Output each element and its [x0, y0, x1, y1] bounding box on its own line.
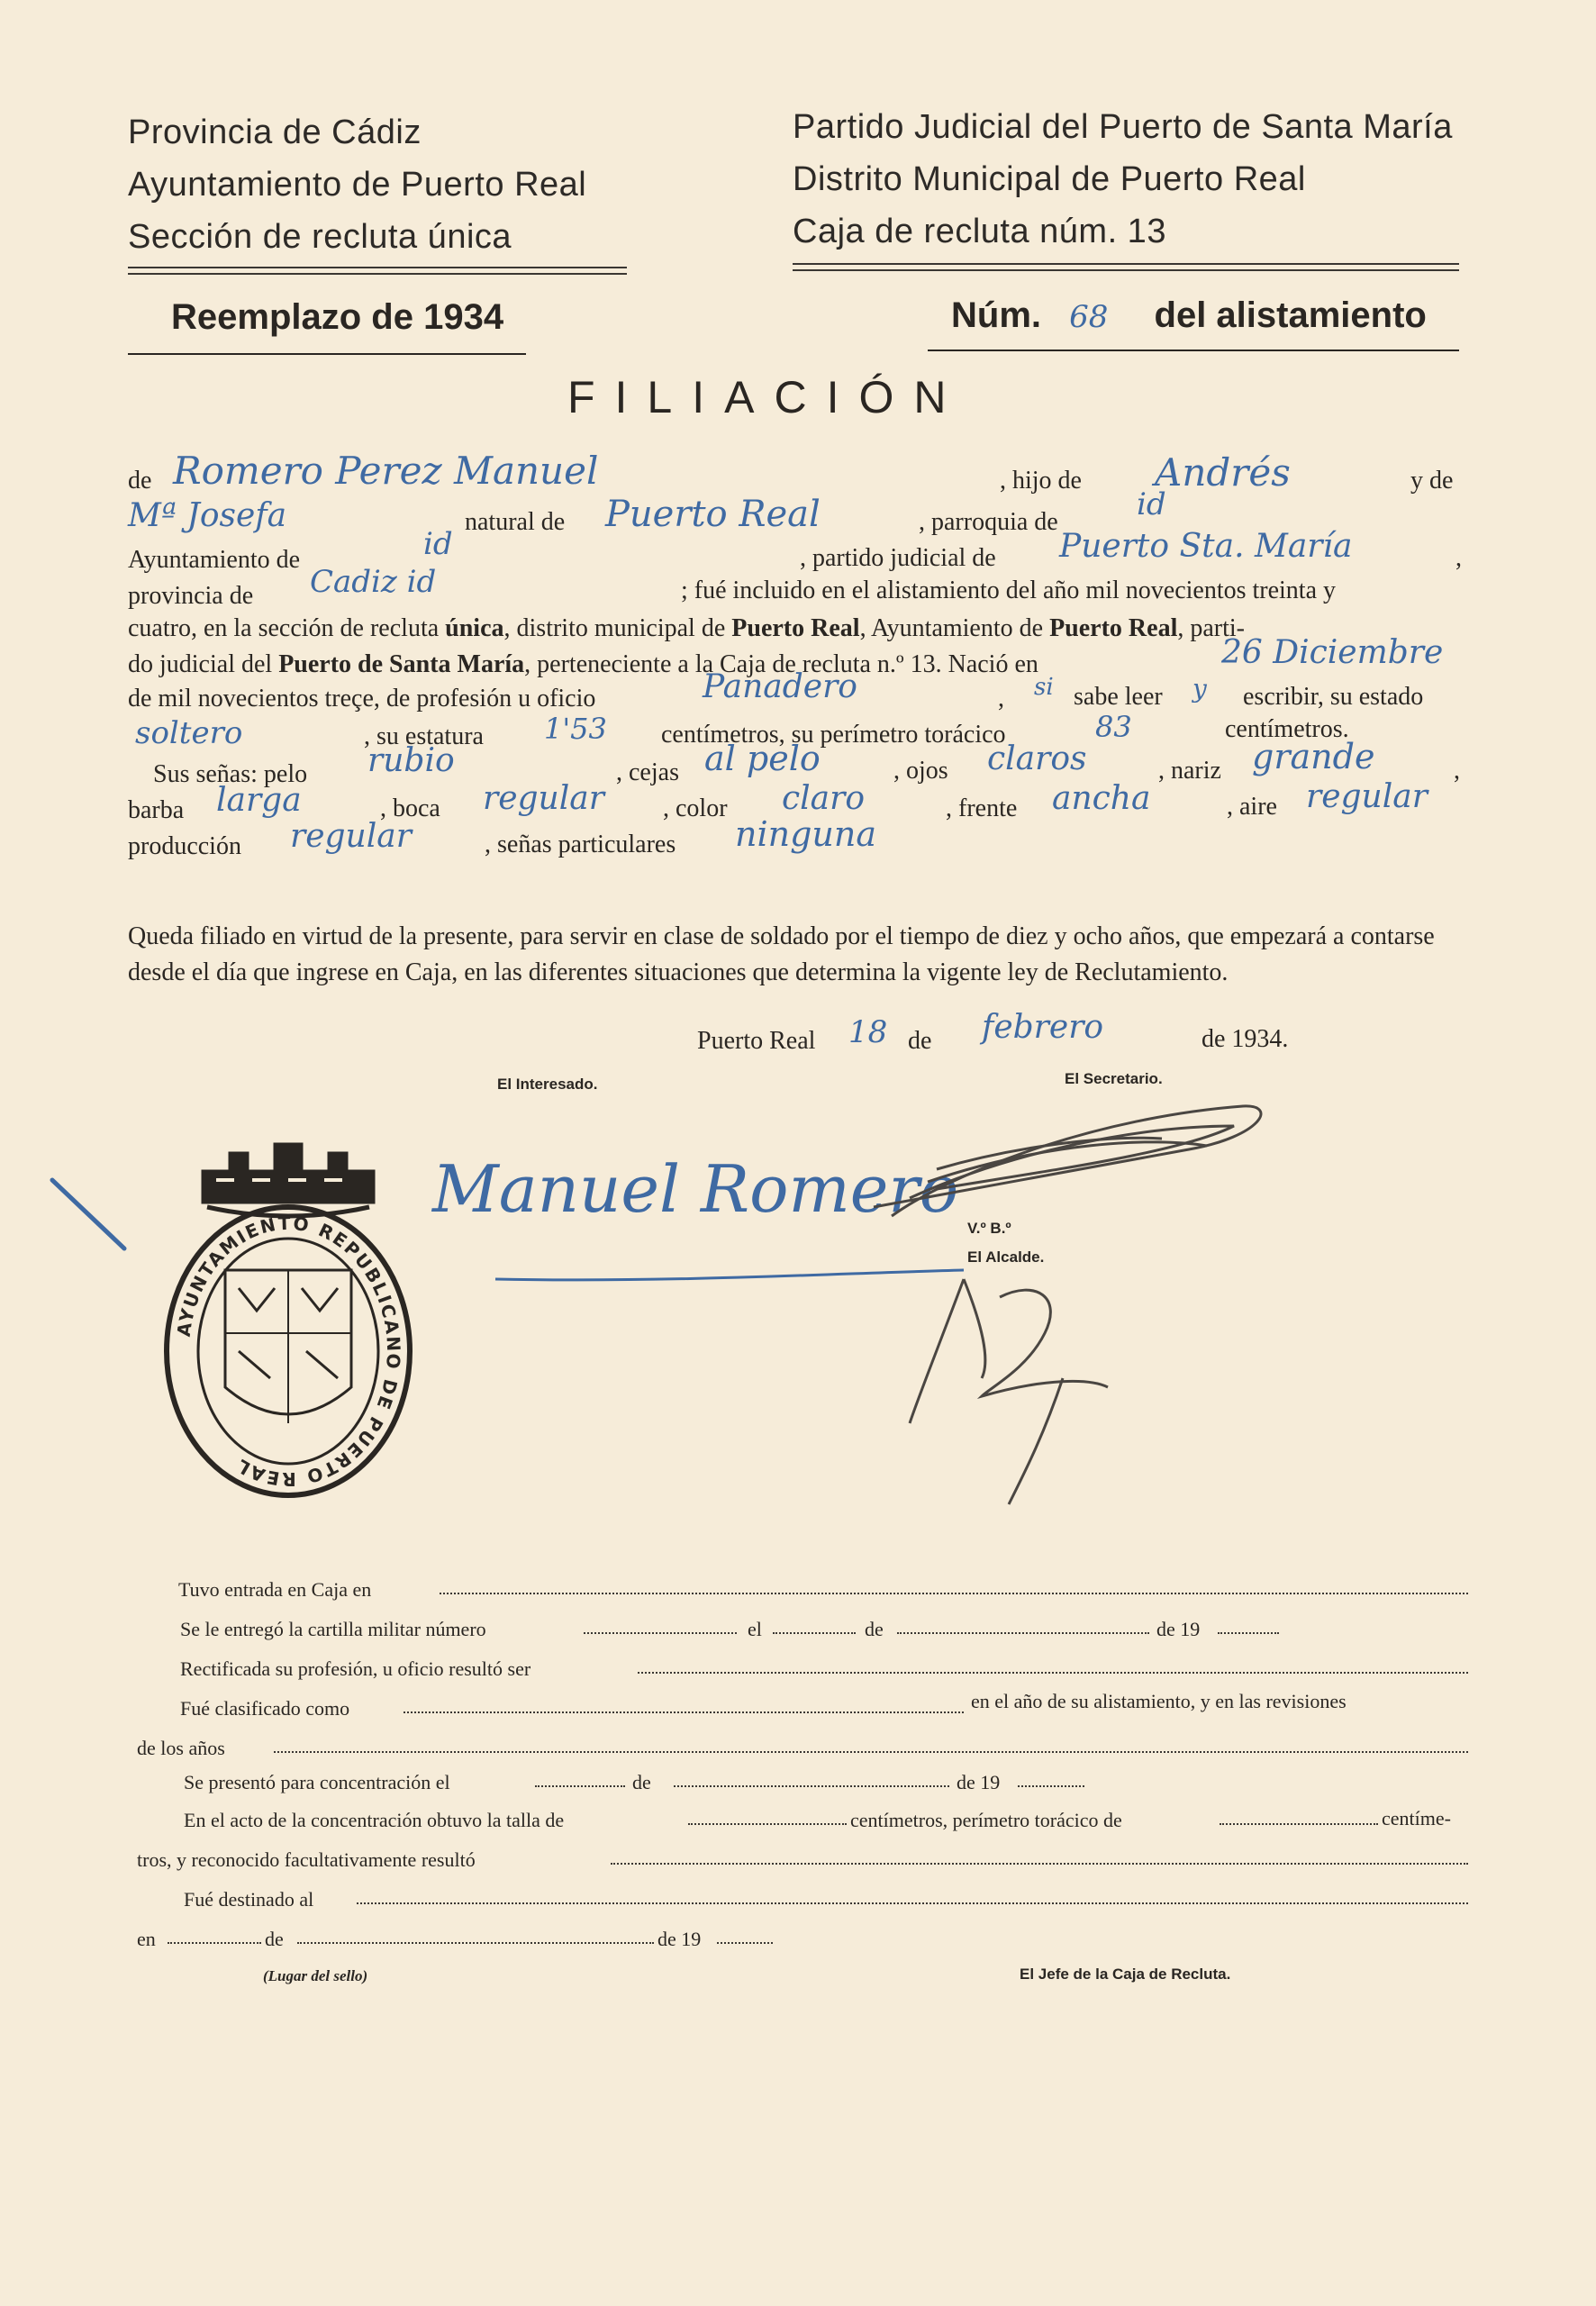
l5-b: única: [445, 614, 504, 642]
f3-dots: [638, 1672, 1468, 1674]
hw-color: claro: [782, 780, 866, 817]
f6-dots-2: [674, 1785, 949, 1787]
label-jefe-caja: El Jefe de la Caja de Recluta.: [1020, 1966, 1231, 1983]
hw-month: febrero: [982, 1009, 1104, 1046]
label-vb: V.º B.º: [967, 1220, 1011, 1237]
hw-interesado-signature: Manuel Romero: [432, 1151, 959, 1227]
f10-dots-1: [168, 1942, 261, 1944]
filiacion-paragraph: Queda filiado en virtud de la presente, para servir en clase de soldado por el tiempo de diez y ocho años, que empezará a contarse desde el día que ingrese en Caja, en las diferentes situaciones que determina la vigente ley de Reclutamiento.: [128, 922, 1435, 986]
hw-produccion: regular: [290, 818, 412, 855]
form-l10-e: , aire: [1227, 793, 1277, 821]
form-l10-d: , frente: [946, 794, 1018, 822]
l5-a: cuatro, en la sección de recluta: [128, 614, 446, 642]
hw-day: 18: [848, 1014, 888, 1050]
form-l10-a: barba: [128, 796, 185, 824]
seal-text: AYUNTAMIENTO REPUBLICANO DE PUERTO REAL: [172, 1212, 405, 1491]
f6-dots-3: [1018, 1785, 1084, 1787]
form-l7-a: de mil novecientos treçe, de profesión u oficio: [128, 685, 596, 713]
hw-senas: ninguna: [735, 814, 877, 854]
form-l5: [128, 614, 1245, 643]
num-alistamiento: [951, 295, 1427, 336]
hw-name: Romero Perez Manuel: [173, 449, 599, 493]
f4-rest: en el año de su alistamiento, y en las revisiones: [971, 1690, 1347, 1712]
hw-provincia: Cadiz id: [310, 564, 437, 600]
form-l9-d: , nariz: [1158, 757, 1221, 785]
form-l8-a: , su estatura: [364, 722, 484, 750]
num-value: 68: [1069, 299, 1109, 335]
f8-dots: [611, 1863, 1468, 1865]
hw-estatura: 1'53: [544, 712, 607, 746]
f7-dots-2: [1220, 1823, 1378, 1825]
f1-dots: [440, 1593, 1468, 1594]
hw-pelo: rubio: [367, 742, 455, 779]
alcalde-signature-icon: [883, 1243, 1153, 1513]
label-secretario: El Secretario.: [1065, 1070, 1163, 1087]
form-l3-end: ,: [1455, 544, 1462, 572]
f2-el: el: [748, 1618, 762, 1640]
form-yde: y de: [1410, 467, 1454, 495]
hw-nariz: grande: [1252, 737, 1375, 776]
form-partido: , partido judicial de: [800, 544, 996, 572]
form-l10-b: , boca: [380, 794, 440, 822]
f2-dots-1: [584, 1632, 737, 1634]
hw-y: y: [1192, 674, 1207, 704]
hw-ojos: claros: [987, 740, 1087, 777]
f7-dots-1: [688, 1823, 847, 1825]
f6-dots-1: [535, 1785, 625, 1787]
l5-e: , Ayuntamiento de: [859, 614, 1050, 642]
header-left-rule: [128, 267, 627, 275]
l5-f: Puerto Real: [1049, 614, 1178, 642]
form-l9-e: ,: [1454, 757, 1460, 785]
hw-mother: Mª Josefa: [128, 497, 287, 534]
hw-sabe: si: [1034, 674, 1054, 701]
hw-aire: regular: [1306, 778, 1428, 815]
hw-parroquia: id: [1137, 486, 1166, 522]
form-de: de: [128, 467, 152, 495]
form-l7-d: escribir, su estado: [1243, 683, 1424, 711]
hw-cejas: al pelo: [704, 739, 821, 778]
hw-boca: regular: [483, 780, 604, 817]
label-lugar-sello: (Lugar del sello): [263, 1967, 368, 1984]
hw-natural: Puerto Real: [605, 494, 821, 535]
l5-g: , parti-: [1177, 614, 1246, 642]
form-l9-c: , ojos: [893, 757, 948, 785]
f4-dots: [404, 1711, 964, 1713]
form-l7-b: ,: [998, 685, 1004, 713]
f10-de: de: [265, 1928, 284, 1950]
form-l4-rest: ; fué incluido en el alistamiento del año mil novecientos treinta y: [681, 576, 1337, 604]
header-distrito: Distrito Municipal de Puerto Real: [793, 160, 1306, 198]
hw-perimetro: 83: [1095, 710, 1132, 744]
form-l9-a: Sus señas: pelo: [153, 760, 308, 788]
f2-de: de: [865, 1618, 884, 1640]
f7-end: centíme-: [1382, 1807, 1451, 1829]
hw-ayuntamiento: id: [423, 526, 453, 562]
f2-de19: de 19: [1156, 1618, 1201, 1640]
l5-c: , distrito municipal de: [503, 614, 732, 642]
form-l10-c: , color: [663, 794, 728, 822]
secretario-signature-icon: [811, 1063, 1279, 1261]
form-ayuntamiento: Ayuntamiento de: [128, 546, 301, 574]
f10-dots-2: [297, 1942, 654, 1944]
form-l7-c: sabe leer: [1074, 683, 1163, 711]
f6-label: Se presentó para concentración el: [184, 1771, 450, 1793]
f1-label: Tuvo entrada en Caja en: [178, 1578, 372, 1601]
date-place: Puerto Real: [697, 1027, 816, 1055]
header-left: [128, 106, 586, 263]
form-l9-b: , cejas: [616, 758, 679, 786]
header-provincia: Provincia de Cádiz: [128, 113, 422, 151]
f2-dots-4: [1218, 1632, 1279, 1634]
header-ayuntamiento: Ayuntamiento de Puerto Real: [128, 166, 587, 204]
reemplazo-label: Reemplazo de 1934: [171, 297, 504, 337]
f8-label: tros, y reconocido facultativamente resultó: [137, 1848, 476, 1871]
form-parroquia: , parroquia de: [919, 508, 1058, 536]
num-rule: [928, 350, 1459, 351]
hw-father: Andrés: [1155, 450, 1291, 495]
header-caja: Caja de recluta núm. 13: [793, 213, 1166, 250]
num-label: Núm.: [951, 295, 1041, 335]
f7-label: En el acto de la concentración obtuvo la talla de: [184, 1809, 565, 1831]
pen-mark-icon: [45, 1171, 135, 1261]
l6-a: do judicial del: [128, 650, 279, 678]
f7-mid: centímetros, perímetro torácico de: [850, 1809, 1122, 1831]
f6-de19: de 19: [957, 1771, 1001, 1793]
f2-dots-2: [773, 1632, 856, 1634]
date-year: de 1934.: [1202, 1025, 1289, 1053]
header-seccion: Sección de recluta única: [128, 218, 512, 256]
hw-partido: Puerto Sta. María: [1059, 528, 1353, 565]
header-right-rule: [793, 263, 1459, 271]
f3-label: Rectificada su profesión, u oficio resultó ser: [180, 1657, 531, 1680]
form-natural: natural de: [465, 508, 566, 536]
form-provincia: provincia de: [128, 582, 254, 610]
f10-dots-3: [717, 1942, 773, 1944]
label-alcalde: El Alcalde.: [967, 1248, 1045, 1266]
form-l8-c: centímetros.: [1225, 715, 1349, 743]
header-right: [793, 101, 1453, 258]
ayuntamiento-seal-icon: [153, 1117, 423, 1504]
page-title: FILIACIÓN: [567, 372, 966, 422]
form-l6: [128, 650, 1038, 679]
f2-dots-3: [897, 1632, 1149, 1634]
l6-c: , perteneciente a la Caja de recluta n.º 13. Nació en: [524, 650, 1038, 678]
hw-oficio: Panadero: [703, 668, 857, 705]
hw-estado: soltero: [135, 715, 243, 751]
f2-label: Se le entregó la cartilla militar número: [180, 1618, 486, 1640]
num-suffix: del alistamiento: [1154, 295, 1427, 335]
f9-label: Fué destinado al: [184, 1888, 314, 1911]
hw-frente: ancha: [1052, 780, 1151, 817]
f10-de19: de 19: [657, 1928, 702, 1950]
f5-label: de los años: [137, 1737, 225, 1759]
l6-b: Puerto de Santa María: [278, 650, 525, 678]
l5-d: Puerto Real: [731, 614, 860, 642]
hw-birthdate: 26 Diciembre: [1221, 634, 1444, 671]
header-partido: Partido Judicial del Puerto de Santa María: [793, 108, 1453, 146]
reemplazo-rule: [128, 353, 526, 355]
date-de: de: [908, 1027, 932, 1055]
f10-en: en: [137, 1928, 156, 1950]
form-hijo: , hijo de: [1000, 467, 1082, 495]
f4-label: Fué clasificado como: [180, 1697, 350, 1720]
f6-de: de: [632, 1771, 651, 1793]
form-l11-b: , señas particulares: [485, 831, 676, 858]
form-l8-b: centímetros, su perímetro torácico: [661, 721, 1006, 749]
f5-dots: [274, 1751, 1468, 1753]
hw-barba: larga: [216, 782, 302, 819]
form-l11-a: producción: [128, 832, 241, 860]
f9-dots: [357, 1902, 1468, 1904]
label-interesado: El Interesado.: [497, 1076, 598, 1093]
